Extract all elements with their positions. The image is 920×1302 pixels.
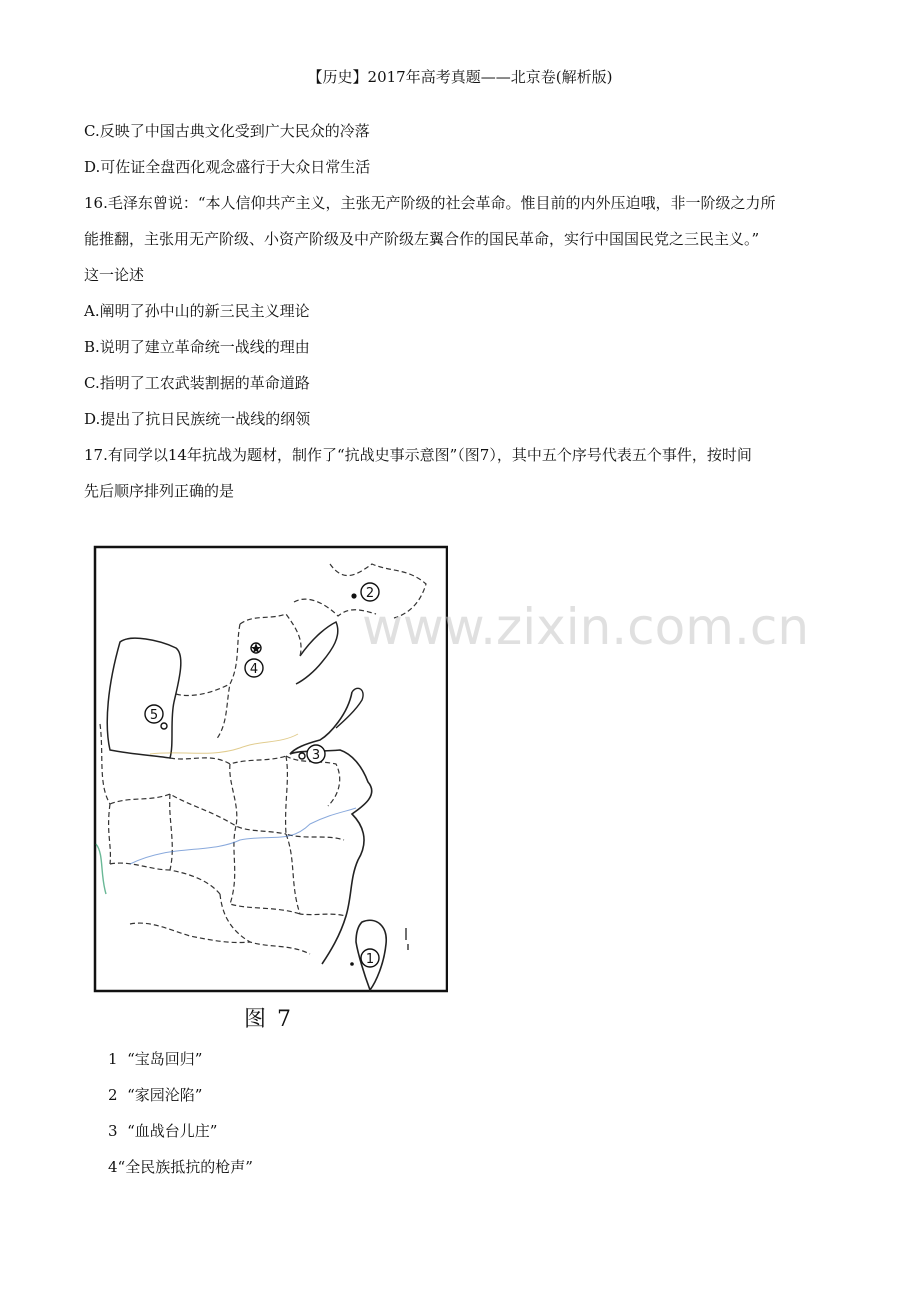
marker-2-dot: [351, 593, 356, 598]
marker-2-label: 2: [365, 586, 375, 601]
event-number: 3: [108, 1122, 118, 1140]
q17-stem-line2: 先后顺序排列正确的是: [84, 482, 235, 500]
q16-option-a: A.阐明了孙中山的新三民主义理论: [84, 302, 310, 320]
marker-3-label: 3: [311, 748, 321, 763]
marker-4-label: 4: [249, 662, 259, 677]
event-number: 2: [108, 1086, 118, 1104]
event-item-2: [108, 1084, 202, 1105]
marker-3-dot: [299, 753, 305, 759]
q16-stem-line2: 能推翻，主张用无产阶级、小资产阶级及中产阶级左翼合作的国民革命，实行中国国民党之三民主义。”: [84, 230, 760, 248]
event-text: “全民族抵抗的枪声”: [117, 1158, 253, 1176]
q16-stem-line3: 这一论述: [84, 266, 145, 284]
marker-5-label: 5: [149, 708, 159, 723]
marker-1-dot: [350, 962, 354, 966]
marker-1-label: 1: [365, 952, 375, 967]
marker-5-dot: [161, 723, 167, 729]
figure-caption: 图 7: [244, 1007, 293, 1032]
q15-option-c: C.反映了中国古典文化受到广大民众的冷落: [84, 122, 370, 140]
event-text: “家园沦陷”: [127, 1086, 203, 1104]
event-number: 4: [108, 1158, 118, 1176]
event-number: 1: [108, 1050, 118, 1068]
q17-stem-line1: 17.有同学以14年抗战为题材，制作了“抗战史事示意图”（图7），其中五个序号代表五个事件，按时间: [84, 446, 752, 464]
page-title: 【历史】2017年高考真题——北京卷(解析版): [307, 68, 613, 86]
event-text: “血战台儿庄”: [127, 1122, 218, 1140]
q15-option-d: D.可佐证全盘西化观念盛行于大众日常生活: [84, 158, 371, 176]
event-item-4: [108, 1156, 253, 1177]
event-item-3: [108, 1120, 217, 1141]
q16-option-d: D.提出了抗日民族统一战线的纲领: [84, 410, 311, 428]
event-item-1: [108, 1048, 202, 1069]
q16-option-c: C.指明了工农武装割据的革命道路: [84, 374, 310, 392]
q16-option-b: B.说明了建立革命统一战线的理由: [84, 338, 310, 356]
q16-stem-line1: 16.毛泽东曾说：“本人信仰共产主义，主张无产阶级的社会革命。惟目前的内外压迫哦，非一阶级之力所: [84, 194, 776, 212]
event-text: “宝岛回归”: [127, 1050, 203, 1068]
watermark-text: www.zixin.com.cn: [362, 598, 810, 656]
